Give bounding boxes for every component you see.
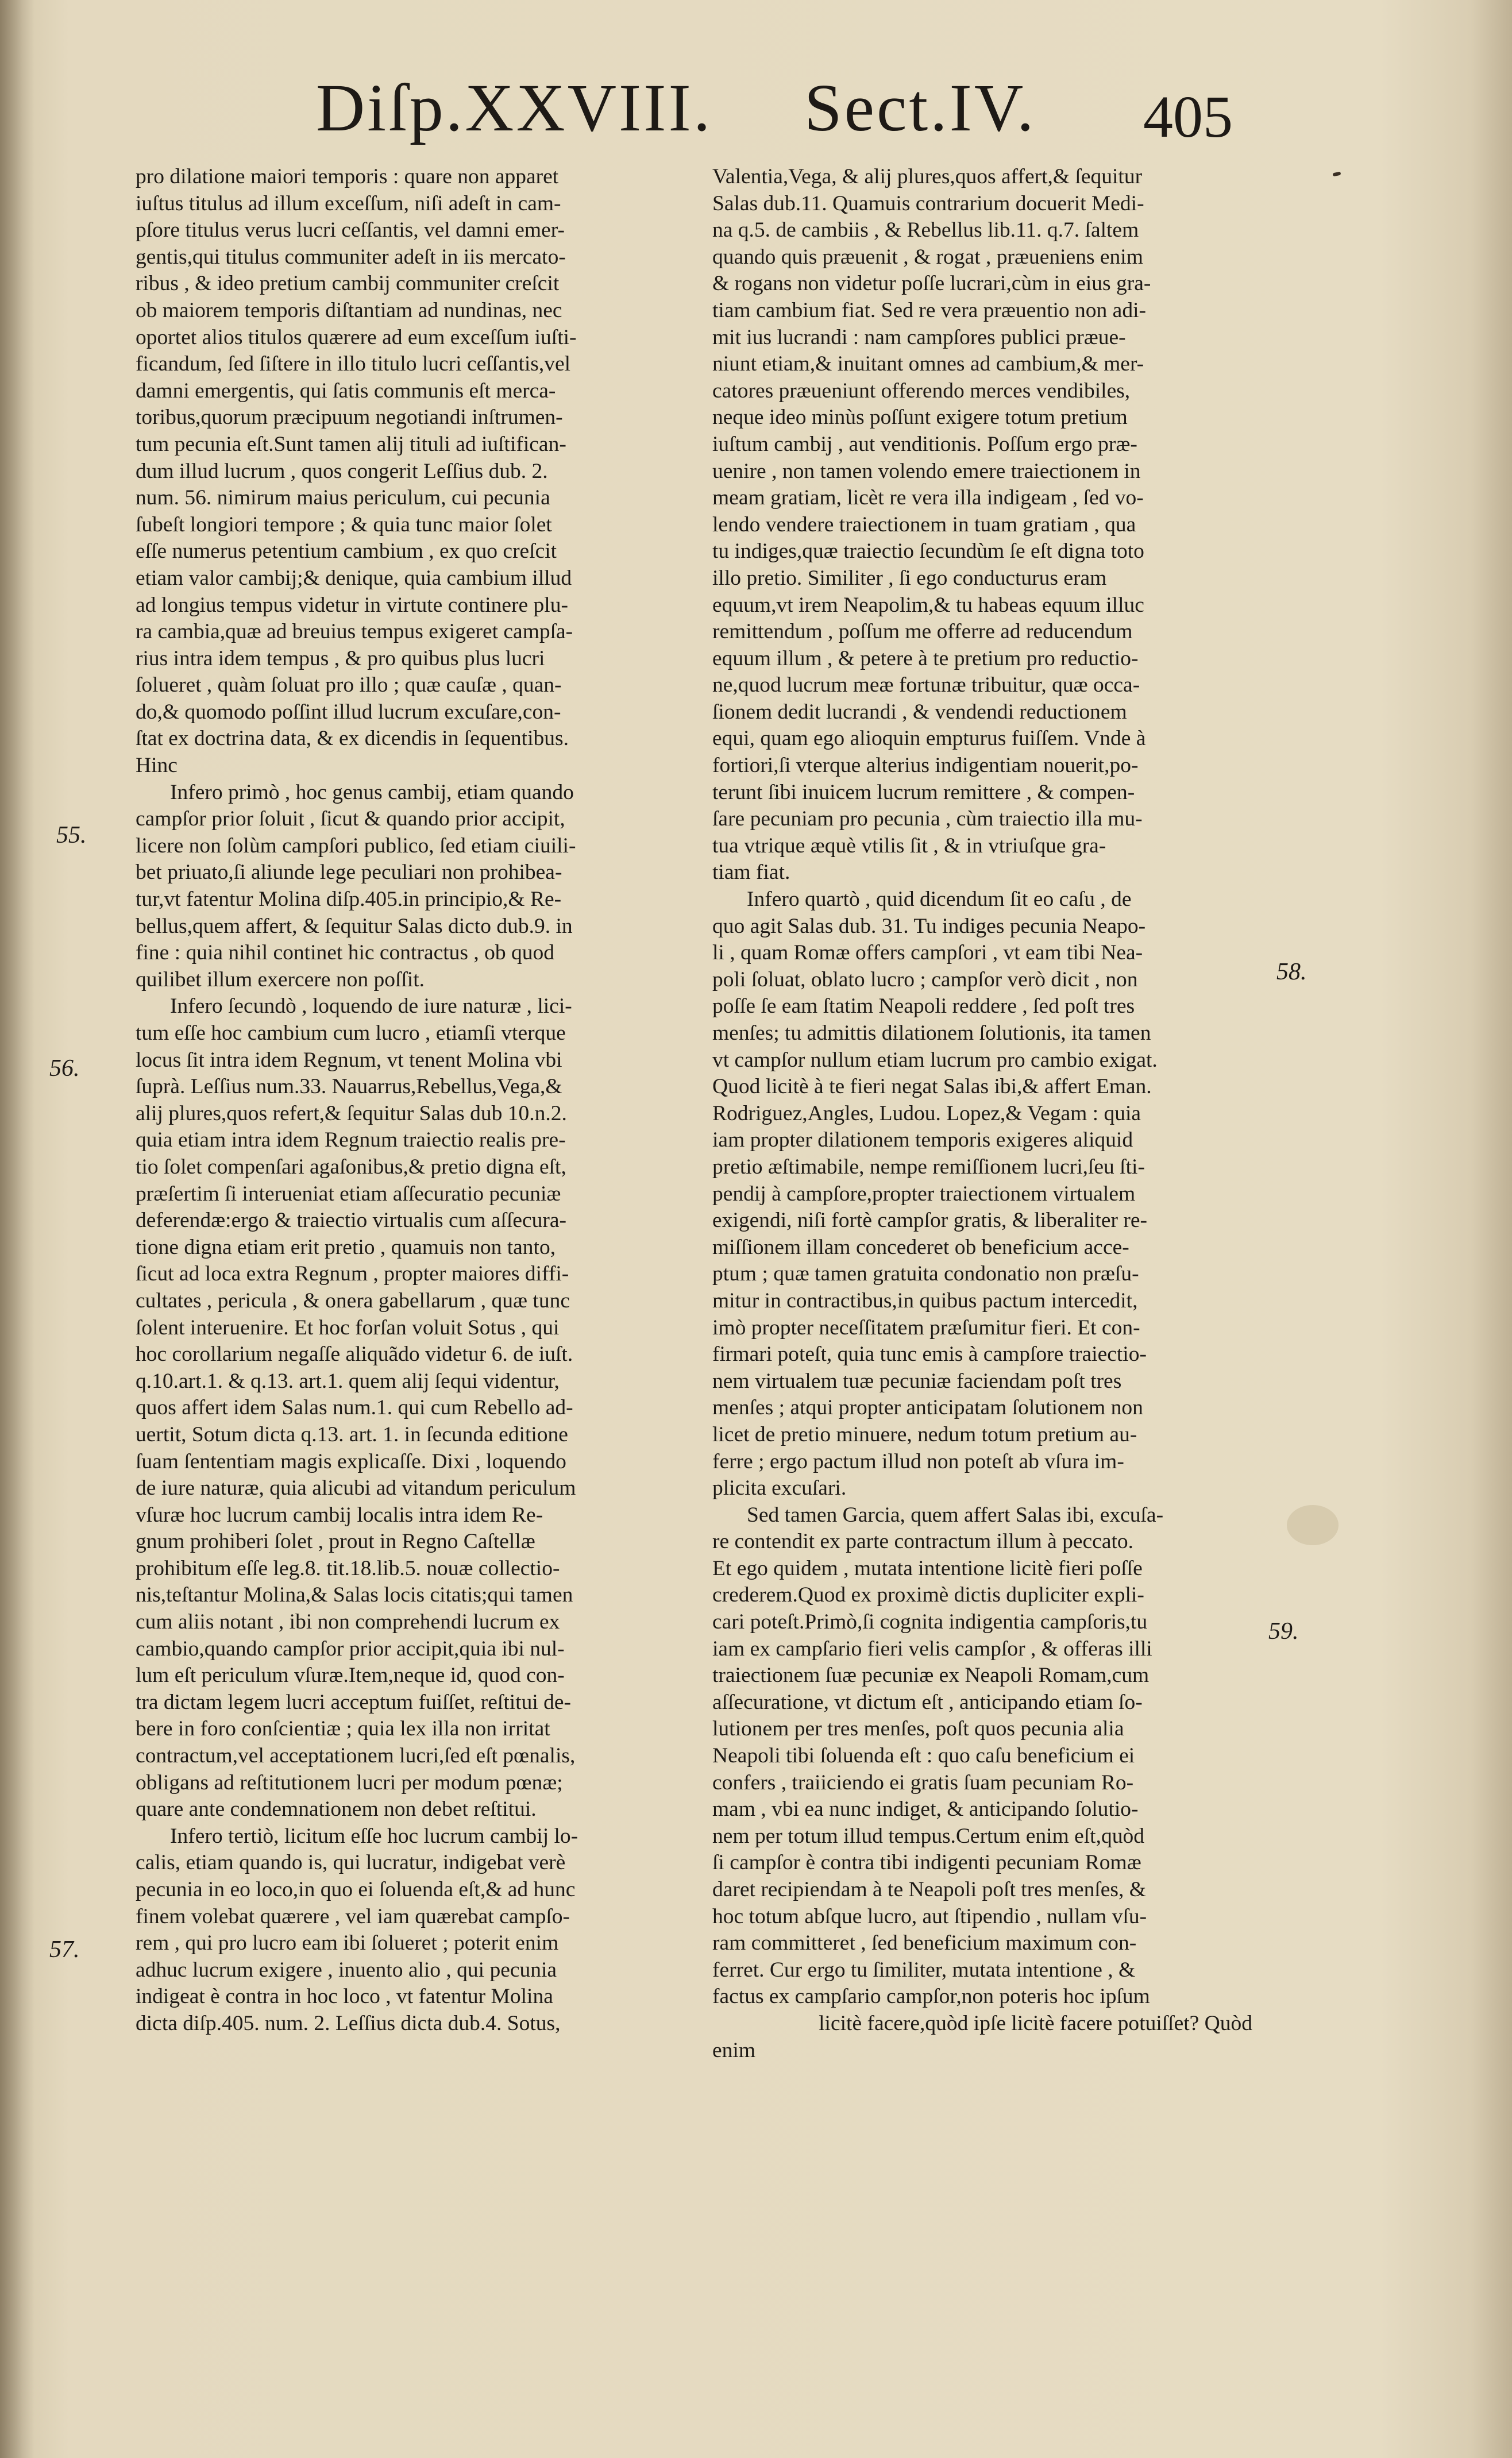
right-column-line: quo agit Salas dub. 31. Tu indiges pecunia Neapo- [712, 914, 1146, 938]
left-column-line: ſubeſt longiori tempore ; & quia tunc maior ſolet [136, 512, 552, 537]
left-column-line: do,& quomodo poſſint illud lucrum excuſare,con- [136, 700, 561, 724]
right-column-line: tua vtrique æquè vtilis ſit , & in vtriuſque gra- [712, 834, 1106, 858]
right-text-column [712, 164, 1252, 2064]
left-column-line: ſtat ex doctrina data, & ex dicendis in ſequentibus. [136, 727, 569, 751]
right-column-line: equi, quam ego alioquin empturus fuiſſem. Vnde à [712, 727, 1146, 751]
right-column-line: Neapoli tibi ſoluenda eſt : quo caſu beneficium ei [712, 1744, 1135, 1768]
right-column-line: na q.5. de cambiis , & Rebellus lib.11. q.7. ſaltem [712, 218, 1139, 242]
page-number: 405 [1143, 84, 1233, 150]
left-column-line: oportet alios titulos quærere ad eum exceſſum iuſti- [136, 325, 577, 349]
right-column-line: mitur in contractibus,in quibus pactum intercedit, [712, 1288, 1138, 1313]
right-column-line: cari poteſt.Primò,ſi cognita indigentia campſoris,tu [712, 1610, 1148, 1634]
right-column-line: ſi campſor è contra tibi indigenti pecuniam Romæ [712, 1851, 1141, 1875]
right-column-line: iuſtum cambij , aut venditionis. Poſſum ergo præ- [712, 432, 1137, 456]
right-column-line: firmari poteſt, quia tunc emis à campſore traiectio- [712, 1342, 1147, 1367]
right-column-line: neque ideo minùs poſſunt exigere totum pretium [712, 406, 1128, 430]
left-column-line: tione digna etiam erit pretio , quamuis non tanto, [136, 1235, 556, 1259]
right-column-line: iam ex campſario fieri velis campſor , & offeras illi [712, 1637, 1152, 1661]
header-disputation: Diſp.XXVIII. [316, 70, 713, 145]
left-column-line: contractum,vel acceptationem lucri,ſed eſt pœnalis, [136, 1744, 576, 1768]
running-header [0, 63, 1512, 161]
right-column-line: enim [712, 2038, 755, 2062]
left-column-line: quilibet illum exercere non poſſit. [136, 967, 425, 991]
right-column-line: lutionem per tres menſes, poſt quos pecunia alia [712, 1717, 1124, 1741]
left-column-line: rius intra idem tempus , & pro quibus plus lucri [136, 646, 545, 670]
right-column-line: menſes ; atqui propter anticipatam ſolutionem non [712, 1396, 1143, 1420]
left-column-line: num. 56. nimirum maius periculum, cui pecunia [136, 486, 550, 510]
right-column-line: factus ex campſario campſor,non poteris hoc ipſum [712, 1985, 1150, 2009]
left-column-line: ra cambia,quæ ad breuius tempus exigeret campſa- [136, 620, 573, 644]
right-column-line: terunt ſibi inuicem lucrum remittere , & compen- [712, 780, 1135, 804]
left-column-line: cum aliis notant , ibi non comprehendi lucrum ex [136, 1610, 560, 1634]
right-column-line: ſionem dedit lucrandi , & vendendi reductionem [712, 700, 1127, 724]
margin-number-57: 57. [49, 1936, 80, 1963]
right-column-line: li , quam Romæ offers campſori , vt eam tibi Nea- [712, 941, 1143, 965]
right-column-line: tiam fiat. [712, 861, 790, 885]
right-column-line: equum,vt irem Neapolim,& tu habeas equum illuc [712, 593, 1144, 617]
left-column-line: ficandum, ſed ſiſtere in illo titulo lucri ceſſantis,vel [136, 352, 571, 376]
left-column-line: alij plures,quos refert,& ſequitur Salas dub 10.n.2. [136, 1101, 567, 1125]
left-column-line: Infero ſecundò , loquendo de iure naturæ , lici- [170, 994, 572, 1018]
right-column-line: & rogans non videtur poſſe lucrari,cùm in eius gra- [712, 272, 1151, 296]
left-column-line: bet priuato,ſi aliunde lege peculiari non prohibea- [136, 861, 562, 885]
left-column-line: uertit, Sotum dicta q.13. art. 1. in ſecunda editione [136, 1422, 568, 1446]
right-column-line: imò propter neceſſitatem præſumitur fieri. Et con- [712, 1315, 1140, 1340]
left-column-line: q.10.art.1. & q.13. art.1. quem alij ſequi videntur, [136, 1369, 560, 1393]
right-column-line: pendij à campſore,propter traiectionem virtualem [712, 1182, 1136, 1206]
paper-stain [1287, 1505, 1339, 1545]
left-column-line: bellus,quem affert, & ſequitur Salas dicto dub.9. in [136, 914, 573, 938]
margin-number-59: 59. [1268, 1618, 1299, 1645]
left-column-line: adhuc lucrum exigere , inuento alio , qui pecunia [136, 1958, 557, 1982]
right-column-line: ptum ; quæ tamen gratuita condonatio non præſu- [712, 1262, 1139, 1286]
right-column-line: exigendi, niſi fortè campſor gratis, & liberaliter re- [712, 1209, 1148, 1233]
left-column-line: ad longius tempus videtur in virtute continere plu- [136, 593, 568, 617]
left-column-line: campſor prior ſoluit , ſicut & quando prior accipit, [136, 807, 565, 831]
left-column-line: cambio,quando campſor prior accipit,quia ibi nul- [136, 1637, 565, 1661]
right-column-line: illo pretio. Similiter , ſi ego conducturus eram [712, 566, 1107, 590]
left-column-line: iuſtus titulus ad illum exceſſum, niſi adeſt in cam- [136, 191, 561, 215]
left-text-column [136, 164, 686, 2038]
left-column-line: pecunia in eo loco,in quo ei ſoluenda eſt,& ad hunc [136, 1878, 576, 1901]
binding-shadow [0, 0, 34, 2458]
left-column-line: hoc corollarium negaſſe aliquãdo videtur 6. de iuſt. [136, 1342, 573, 1367]
left-column-line: bere in foro conſcientiæ ; quia lex illa non irritat [136, 1717, 550, 1741]
left-column-line: quos affert idem Salas num.1. qui cum Rebello ad- [136, 1396, 573, 1420]
left-column-line: de iure naturæ, quia alicubi ad vitandum periculum [136, 1476, 576, 1500]
left-column-line: tum pecunia eſt.Sunt tamen alij tituli ad iuſtifican- [136, 432, 566, 456]
right-column-line: ram committeret , ſed beneficium maximum con- [712, 1931, 1137, 1955]
right-column-line: licet de pretio minuere, nedum totum pretium au- [712, 1422, 1137, 1446]
left-column-line: pro dilatione maiori temporis : quare non apparet [136, 165, 559, 188]
left-column-line: ob maiorem temporis diſtantiam ad nundinas, nec [136, 298, 562, 322]
right-column-line: pretio æſtimabile, nempe remiſſionem lucri,ſeu ſti- [712, 1155, 1145, 1179]
right-column-line: poli ſoluat, oblato lucro ; campſor verò dicit , non [712, 967, 1138, 991]
right-column-line: Et ego quidem , mutata intentione licitè fieri poſſe [712, 1556, 1143, 1580]
left-column-line: gentis,qui titulus communiter adeſt in iis mercato- [136, 245, 566, 269]
left-column-line: prohibitum eſſe leg.8. tit.18.lib.5. nouæ collectio- [136, 1556, 560, 1580]
right-column-line: Valentia,Vega, & alij plures,quos affert,& ſequitur [712, 165, 1143, 188]
left-column-line: Infero tertiò, licitum eſſe hoc lucrum cambij lo- [170, 1824, 578, 1848]
left-column-line: etiam valor cambij;& denique, quia cambium illud [136, 566, 572, 590]
right-column-line: confers , traiiciendo ei gratis ſuam pecuniam Ro- [712, 1770, 1134, 1795]
left-column-line: fine : quia nihil continet hic contractus , ob quod [136, 941, 554, 965]
right-column-line: traiectionem ſuæ pecuniæ ex Neapoli Romam,cum [712, 1664, 1150, 1688]
right-column-line: tu indiges,quæ traiectio ſecundùm ſe eſt digna toto [712, 539, 1144, 564]
left-column-line: dicta diſp.405. num. 2. Leſſius dicta dub.4. Sotus, [136, 2011, 561, 2035]
right-column-line: ferre ; ergo pactum illud non poteſt ab vſura im- [712, 1449, 1124, 1473]
left-column-line: cultates , pericula , & onera gabellarum , quæ tunc [136, 1288, 570, 1313]
right-column-line: vt campſor nullum etiam lucrum pro cambio exigat. [712, 1048, 1158, 1072]
left-column-line: obligans ad reſtitutionem lucri per modum pœnæ; [136, 1770, 563, 1795]
left-column-line: dum illud lucrum , quos congerit Leſſius dub. 2. [136, 459, 548, 483]
left-column-line: licere non ſolùm campſori publico, ſed etiam ciuili- [136, 834, 576, 858]
left-column-line: damni emergentis, qui ſatis communis eſt merca- [136, 379, 556, 403]
right-column-line: uenire , non tamen volendo emere traiectionem in [712, 459, 1141, 483]
left-column-line: calis, etiam quando is, qui lucratur, indigebat verè [136, 1851, 566, 1875]
left-column-line: pſore titulus verus lucri ceſſantis, vel damni emer- [136, 218, 565, 242]
left-column-line: deferendæ:ergo & traiectio virtualis cum aſſecura- [136, 1209, 567, 1233]
left-column-line: ſuprà. Leſſius num.33. Nauarrus,Rebellus,Vega,& [136, 1075, 562, 1099]
left-column-line: indigeat è contra in hoc loco , vt fatentur Molina [136, 1985, 553, 2009]
left-column-line: ſicut ad loca extra Regnum , propter maiores diffi- [136, 1262, 569, 1286]
right-column-line: poſſe ſe eam ſtatim Neapoli reddere , ſed poſt tres [712, 994, 1135, 1018]
left-column-line: quia etiam intra idem Regnum traiectio realis pre- [136, 1128, 566, 1152]
right-column-line: daret recipiendam à te Neapoli poſt tres menſes, & [712, 1878, 1146, 1901]
right-column-line: nem virtualem tuæ pecuniæ faciendam poſt tres [712, 1369, 1122, 1393]
left-column-line: præſertim ſi interueniat etiam aſſecuratio pecuniæ [136, 1182, 561, 1206]
left-column-line: tum eſſe hoc cambium cum lucro , etiamſi vterque [136, 1021, 566, 1045]
left-column-line: tra dictam legem lucri acceptum fuiſſet, reſtitui de- [136, 1690, 572, 1714]
left-column-line: vſuræ hoc lucrum cambij localis intra idem Re- [136, 1503, 543, 1527]
right-column-line: hoc totum abſque lucro, aut ſtipendio , nullam vſu- [712, 1904, 1147, 1928]
right-column-line: mit ius lucrandi : nam campſores publici præue- [712, 325, 1126, 349]
right-column-line: Salas dub.11. Quamuis contrarium docuerit Medi- [712, 191, 1144, 215]
right-column-line: quando quis præuenit , & rogat , præueniens enim [712, 245, 1143, 269]
right-column-line: Infero quartò , quid dicendum ſit eo caſu , de [747, 887, 1132, 912]
right-column-line: tiam cambium fiat. Sed re vera præuentio non adi- [712, 298, 1146, 322]
right-column-line: plicita excuſari. [712, 1476, 847, 1500]
right-column-line: miſſionem illam concederet ob beneficium acce- [712, 1235, 1129, 1259]
ink-mark [1333, 172, 1341, 177]
right-column-line: Sed tamen Garcia, quem affert Salas ibi, excuſa- [747, 1503, 1164, 1527]
right-column-line: Rodriguez,Angles, Ludou. Lopez,& Vegam : quia [712, 1101, 1141, 1125]
right-column-line: lendo vendere traiectionem in tuam gratiam , qua [712, 512, 1136, 537]
margin-number-55: 55. [56, 822, 87, 848]
right-column-line: equum illum , & petere à te pretium pro reductio- [712, 646, 1139, 670]
margin-number-56: 56. [49, 1055, 80, 1082]
left-column-line: ſuam ſententiam magis explicaſſe. Dixi , loquendo [136, 1449, 566, 1473]
left-column-line: nis,teſtantur Molina,& Salas locis citatis;qui tamen [136, 1583, 573, 1607]
right-column-line: Quod licitè à te fieri negat Salas ibi,& affert Eman. [712, 1075, 1152, 1099]
right-column-line: ferret. Cur ergo tu ſimiliter, mutata intentione , & [712, 1958, 1136, 1982]
left-column-line: gnum prohiberi ſolet , prout in Regno Caſtellæ [136, 1530, 535, 1554]
left-column-line: eſſe numerus petentium cambium , ex quo creſcit [136, 539, 557, 564]
right-column-line: menſes; tu admittis dilationem ſolutionis, ita tamen [712, 1021, 1151, 1045]
left-column-line: ſolueret , quàm ſoluat pro illo ; quæ cauſæ , quan- [136, 673, 562, 697]
right-column-line: mam , vbi ea nunc indiget, & anticipando ſolutio- [712, 1797, 1139, 1822]
left-column-line: locus ſit intra idem Regnum, vt tenent Molina vbi [136, 1048, 562, 1072]
right-column-line: iam propter dilationem temporis exigeres aliquid [712, 1128, 1133, 1152]
right-column-line: crederem.Quod ex proximè dictis dupliciter expli- [712, 1583, 1144, 1607]
left-column-line: Infero primò , hoc genus cambij, etiam quando [170, 780, 574, 804]
left-column-line: tio ſolet compenſari agaſonibus,& pretio digna eſt, [136, 1155, 566, 1179]
left-column-line: ſolent interuenire. Et hoc forſan voluit Sotus , qui [136, 1315, 560, 1340]
right-column-line: catores præueniunt offerendo merces vendibiles, [712, 379, 1131, 403]
left-column-line: ribus , & ideo pretium cambij communiter creſcit [136, 272, 560, 296]
right-column-line: licitè facere,quòd ipſe licitè facere potuiſſet? Quòd [819, 2011, 1252, 2035]
right-column-line: niunt etiam,& inuitant omnes ad cambium,& mer- [712, 352, 1144, 376]
left-column-line: Hinc [136, 754, 178, 778]
left-column-line: toribus,quorum præcipuum negotiandi inſtrumen- [136, 406, 563, 430]
right-column-line: re contendit ex parte contractum illum à peccato. [712, 1530, 1134, 1554]
left-column-line: tur,vt fatentur Molina diſp.405.in principio,& Re- [136, 887, 562, 912]
right-column-line: meam gratiam, licèt re vera illa indigeam , ſed vo- [712, 486, 1144, 510]
margin-number-58: 58. [1276, 959, 1307, 985]
right-column-line: aſſecuratione, vt dictum eſt , anticipando etiam ſo- [712, 1690, 1143, 1714]
left-column-line: finem volebat quærere , vel iam quærebat campſo- [136, 1904, 570, 1928]
right-column-line: remittendum , poſſum me offerre ad reducendum [712, 620, 1133, 644]
right-column-line: ne,quod lucrum meæ fortunæ tribuitur, quæ occa- [712, 673, 1140, 697]
right-column-line: fortiori,ſi vterque alterius indigentiam nouerit,po- [712, 754, 1139, 778]
right-column-line: ſare pecuniam pro pecunia , cùm traiectio illa mu- [712, 807, 1143, 831]
right-column-line: nem per totum illud tempus.Certum enim eſt,quòd [712, 1824, 1144, 1848]
header-section: Sect.IV. [804, 70, 1036, 145]
left-column-line: quare ante condemnationem non debet reſtitui. [136, 1797, 537, 1822]
left-column-line: lum eſt periculum vſuræ.Item,neque id, quod con- [136, 1664, 565, 1688]
left-column-line: rem , qui pro lucro eam ibi ſolueret ; poterit enim [136, 1931, 559, 1955]
